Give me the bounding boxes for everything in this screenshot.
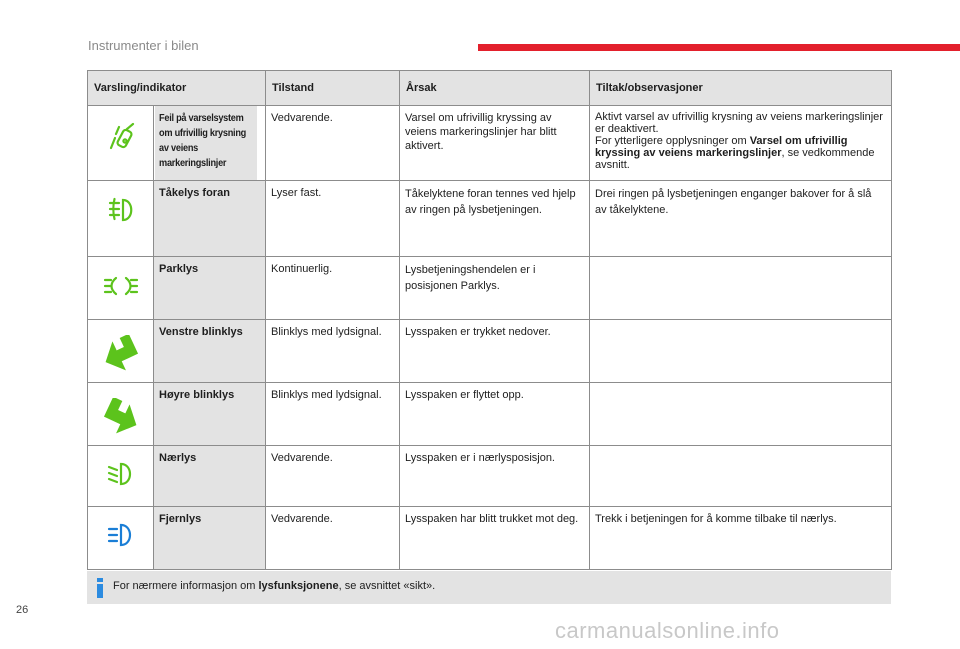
parking-light-icon — [101, 269, 141, 303]
table-row — [88, 257, 892, 320]
col-header-cause: Årsak — [400, 71, 590, 106]
cause-cell: Lysbetjeningshendelen er i posisjonen Parklys. — [400, 257, 590, 320]
icon-cell — [88, 507, 154, 570]
action-cell — [590, 257, 892, 320]
col-header-state: Tilstand — [266, 71, 400, 106]
table-row — [88, 383, 892, 446]
right-turn-signal-icon — [101, 398, 141, 438]
front-fog-light-icon — [103, 193, 139, 227]
state-cell: Blinklys med lydsignal. — [266, 320, 400, 383]
indicator-name: Venstre blinklys — [154, 320, 266, 383]
action-text: Aktivt varsel av ufrivillig krysning av veiens markeringslinjer er deaktivert. — [595, 111, 883, 135]
table-row — [88, 106, 892, 181]
indicator-name: Parklys — [154, 257, 266, 320]
cause-cell: Varsel om ufrivillig kryssing av veiens markeringslinjer har blitt aktivert. — [400, 106, 590, 181]
cause-cell: Tåkelyktene foran tennes ved hjelp av ringen på lysbetjeningen. — [400, 181, 590, 257]
info-icon — [95, 578, 105, 598]
cause-cell: Lysspaken har blitt trukket mot deg. — [400, 507, 590, 570]
indicator-table — [87, 70, 892, 570]
table-row — [88, 320, 892, 383]
section-title: Instrumenter i bilen — [88, 38, 199, 53]
page-number: 26 — [16, 604, 29, 616]
col-header-indicator: Varsling/indikator — [88, 71, 266, 106]
cause-cell: Lysspaken er flyttet opp. — [400, 383, 590, 446]
note-bold-text: lysfunksjonene — [258, 580, 339, 592]
info-note-text — [113, 580, 435, 592]
state-cell: Lyser fast. — [266, 181, 400, 257]
action-text: For ytterligere opplysninger om — [595, 135, 750, 147]
note-text: For nærmere informasjon om — [113, 580, 259, 592]
action-cell — [590, 383, 892, 446]
indicator-name: Høyre blinklys — [154, 383, 266, 446]
state-cell: Vedvarende. — [266, 507, 400, 570]
action-cell: Trekk i betjeningen for å komme tilbake til nærlys. — [590, 507, 892, 570]
indicator-name: Tåkelys foran — [154, 181, 266, 257]
action-cell: Drei ringen på lysbetjeningen enganger bakover for å slå av tåkelyktene. — [590, 181, 892, 257]
section-accent-bar — [478, 44, 960, 51]
indicator-name: Feil på varselsystem om ufrivillig krysning av veiens markeringslinjer — [154, 106, 257, 181]
note-text: , se avsnittet «sikt». — [338, 580, 436, 592]
action-cell — [590, 106, 892, 181]
indicator-name: Nærlys — [154, 446, 266, 507]
info-note — [87, 571, 891, 604]
icon-cell — [88, 106, 154, 181]
table-header-row — [88, 71, 892, 106]
state-cell: Kontinuerlig. — [266, 257, 400, 320]
left-turn-signal-icon — [101, 335, 141, 375]
cause-cell: Lysspaken er i nærlysposisjon. — [400, 446, 590, 507]
table-row — [88, 507, 892, 570]
action-link-text: Varsel om ufrivillig kryssing av veiens markeringslinjer — [595, 135, 848, 159]
col-header-action: Tiltak/observasjoner — [590, 71, 892, 106]
icon-cell — [88, 320, 154, 383]
indicator-name: Fjernlys — [154, 507, 266, 570]
cause-cell: Lysspaken er trykket nedover. — [400, 320, 590, 383]
state-cell: Blinklys med lydsignal. — [266, 383, 400, 446]
table-row — [88, 446, 892, 507]
icon-cell — [88, 383, 154, 446]
icon-cell — [88, 257, 154, 320]
dipped-beam-icon — [103, 458, 139, 490]
table-row — [88, 181, 892, 257]
state-cell: Vedvarende. — [266, 446, 400, 507]
watermark: carmanualsonline.info — [555, 618, 780, 643]
icon-cell — [88, 446, 154, 507]
action-text: , se vedkommende avsnitt. — [595, 147, 875, 171]
action-cell — [590, 320, 892, 383]
lane-departure-fault-icon — [103, 118, 139, 154]
state-cell: Vedvarende. — [266, 106, 400, 181]
icon-cell — [88, 181, 154, 257]
main-beam-icon — [103, 519, 139, 551]
action-cell — [590, 446, 892, 507]
